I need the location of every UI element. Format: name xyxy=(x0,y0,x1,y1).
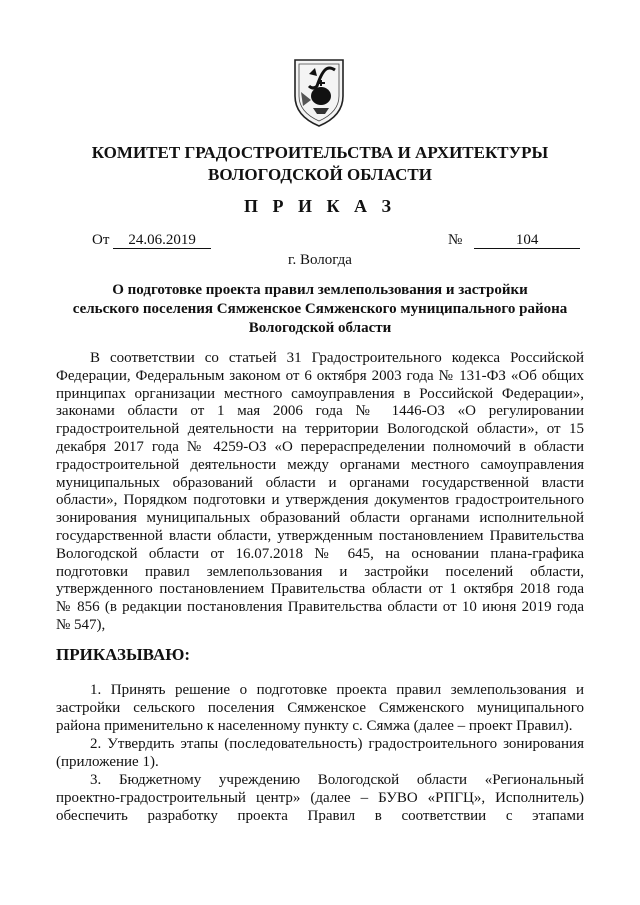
date-block xyxy=(92,232,211,249)
item-line: обеспечить разработку проекта Правил в соответствии с этапами xyxy=(56,807,584,824)
subject-line-1: О подготовке проекта правил землепользования и застройки xyxy=(112,282,528,298)
preamble-line: градостроительной деятельности между органами местного самоуправления xyxy=(56,456,584,473)
item-2 xyxy=(56,736,584,772)
preamble-line: государственной власти области, утвержденным постановлением Правительства xyxy=(56,527,584,544)
item-line: 1. Принять решение о подготовке проекта правил землепользования и xyxy=(90,682,584,698)
order-number: 104 xyxy=(474,232,580,249)
item-line: 3. Бюджетному учреждению Вологодской области «Региональный xyxy=(90,772,584,788)
subject-line-3: Вологодской области xyxy=(248,320,392,336)
item-line: района применительно к населенному пункту с. Сямжа (далее – проект Правил). xyxy=(56,717,573,734)
order-date: 24.06.2019 xyxy=(113,232,211,249)
date-label: От xyxy=(92,232,110,248)
preamble-line: № 547), xyxy=(56,616,106,633)
preamble-line: утвержденного постановлением Правительства области от 1 октября 2018 года xyxy=(56,581,584,598)
preamble-line: зонирования муниципальных образований области органами исполнительной xyxy=(56,510,584,527)
subject-line-2: сельского поселения Сямженское Сямженского муниципального района xyxy=(72,301,568,317)
city: г. Вологда xyxy=(288,252,352,268)
number-label: № xyxy=(448,232,463,248)
preamble-line: законами области от 1 мая 2006 года № 1446-ОЗ «О регулировании xyxy=(56,403,584,420)
preamble-line: области», Порядком подготовки и утверждения документов градостроительного xyxy=(56,492,584,509)
item-line: (приложение 1). xyxy=(56,753,159,770)
preamble xyxy=(56,350,584,635)
preamble-line: муниципальных образований области и органами государственной власти xyxy=(56,474,584,491)
order-directive: ПРИКАЗЫВАЮ: xyxy=(56,645,191,664)
preamble-line: принципах организации местного самоуправления в Российской Федерации», xyxy=(56,385,584,402)
organization-name-line-1: КОМИТЕТ ГРАДОСТРОИТЕЛЬСТВА И АРХИТЕКТУРЫ xyxy=(91,143,549,162)
item-line: 2. Утвердить этапы (последовательность) градостроительного зонирования xyxy=(90,736,584,752)
document-type: П Р И К А З xyxy=(243,196,397,216)
item-line: проектно-градостроительный центр» (далее – БУВО «РПГЦ», Исполнитель) xyxy=(56,789,584,806)
coat-of-arms-icon xyxy=(291,56,347,128)
preamble-line: подготовки правил землепользования и застройки поселений области, xyxy=(56,563,584,580)
preamble-line: № 856 (в редакции постановления Правительства области от 10 июня 2019 года xyxy=(56,599,584,616)
item-1 xyxy=(56,682,584,735)
preamble-line: В соответствии со статьей 31 Градостроительного кодекса Российской xyxy=(90,350,584,366)
preamble-line: Федерации, Федеральным законом от 6 октября 2003 года № 131-ФЗ «Об общих xyxy=(56,367,584,384)
number-block xyxy=(448,232,580,249)
preamble-line: градостроительной деятельности на территории Вологодской области», от 15 xyxy=(56,421,584,438)
preamble-line: декабря 2017 года № 4259-ОЗ «О перераспределении полномочий в области xyxy=(56,438,584,455)
preamble-line: Вологодской области от 16.07.2018 № 645, на основании плана-графика xyxy=(56,545,584,562)
organization-name-line-2: ВОЛОГОДСКОЙ ОБЛАСТИ xyxy=(208,165,432,184)
item-3 xyxy=(56,772,584,825)
item-line: застройки сельского поселения Сямженское Сямженского муниципального xyxy=(56,699,584,716)
